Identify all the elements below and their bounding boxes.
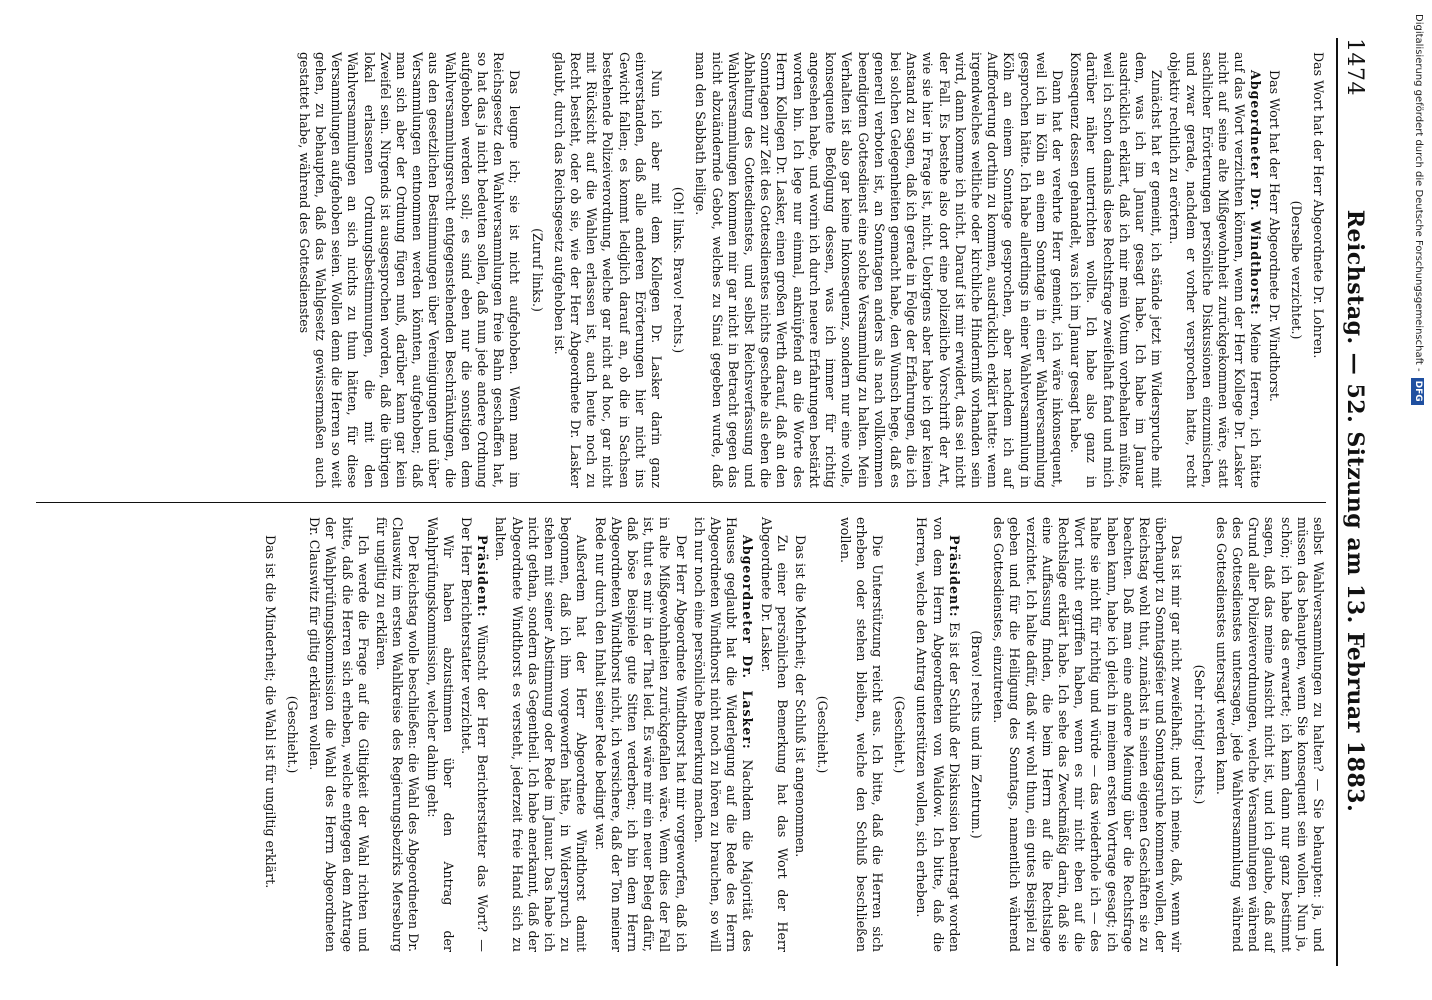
speech [458,517,490,952]
text-columns [36,38,1326,966]
left-column [36,38,1326,502]
paragraph: Dann hat der verehrte Herr gemeint, ich wäre inkonsequent, weil ich in Köln an einem Sonntage in einer Wahlversammlung gesprochen hätte. Ich habe allerdings in einer Wahlversammlung in Köln an einem Sonntage gesprochen, aber nachdem ich auf Aufforderung dorthin zu kommen, ausdrücklich erklärt hatte: wenn irgendwelches weltliche oder kirchliche Hinderniß vorhanden sein wird, dann komme ich nicht. Darauf ist mir erwidert, das sei nicht der Fall. Es bestehe also dort eine polizeiliche Vorschrift der Art, wie sie hier in Frage ist, nicht. Uebrigens aber habe ich gar keinen Anstand zu sagen, daß ich gerade in Folge der Erfahrungen, die ich bei solchen Gelegenheiten gemacht habe, den Wunsch hege, daß es generell verboten ist, an Sonntagen anders als nach vollkommen beendigtem Gottesdienst eine solche Versammlung zu halten. Mein Verhalten ist also gar keine Inkonsequenz, sondern nur eine volle, konsequente Befolgung dessen, was ich immer für richtig angesehen habe, und worin ich durch neuere Erfahrungen bestärkt worden bin. Ich lege nur einmal, anknüpfend an die Worte des Herrn Kollegen Dr. Lasker, einen großen Werth darauf, daß an den Sonntagen zur Zeit des Gottesdienstes nichts geschehe als eben die Abhaltung des Gottesdienstes, und selbst Reichsverfassung und Wahlversammlungen kommen mir gar nicht in Betracht gegen das nicht abzuändernde Gebot, welches zu Sinai gegeben wurde, daß man den Sabbath heilige. [693,52,1065,488]
speaker-name: Präsident: [475,535,491,618]
paragraph: Zunächst hat er gemeint, ich stände jetzt im Widerspruche mit dem, was ich im Januar gesagt habe. Ich habe im Januar ausdrücklich erklärt, daß ich mir mein Votum vorbehalten müßte, weil ich schon damals diese Rechtsfrage zweifelhaft fand und mich darüber näher unterrichten wollte. Ich habe also ganz in Konsequenz dessen gehandelt, was ich im Januar gesagt habe. [1068,52,1165,488]
paragraph: Das leugne ich; sie ist nicht aufgehoben. Wenn man im Reichsgesetz den Wahlversammlungen freie Bahn geschaffen hat, so hat das ja nicht bedeuten sollen, daß nun jede andere Ordnung aufgehoben werden soll; es sind eben nur die sonstigen dem Wahlversammlungsrecht entgegenstehenden Beschränkungen, die aus den gesetzlichen Bestimmungen über Vereinigungen und über Versammlungen entnommen werden könnten, aufgehoben; daß man sich aber der Ordnung fügen muß, darüber kann gar kein Zweifel sein. Nirgends ist ausgesprochen worden, daß die übrigen lokal erlassenen Ordnungsbestimmungen, die mit den Wahlversammlungen an sich nichts zu thun hätten, für diese Versammlungen aufgehoben seien. Wollen denn die Herren so weit gehen, zu behaupten, daß das Wahlgesetz gewissermaßen auch gestattet habe, während des Gottesdienstes [296,52,523,488]
paragraph: Wir haben abzustimmen über den Antrag der Wahlprüfungskommission, welcher dahin geht: [424,517,456,952]
paragraph: Die Unterstützung reicht aus. Ich bitte, daß die Herren sich erheben oder stehen bleiben, welche den Schluß beschließen wollen. [837,517,885,952]
speech-text: Es ist der Schluß der Diskussion beantragt worden von dem Herrn Abgeordneten von Waldow. Ich bitte, daß die Herren, welche den Antrag unterstützen wollen, sich erheben. [914,517,962,952]
quoted-motion: Der Reichstag wolle beschließen: die Wahl des Abgeordneten Dr. Clauswitz im ersten Wahlkreise des Regierungsbezirks Merseburg für ungiltig zu erklären. [374,517,422,952]
dfg-logo: DFG [1412,378,1425,405]
paragraph: Das ist die Mehrheit; der Schluß ist angenommen. [793,535,809,858]
right-column [36,502,1326,966]
paragraph: selbst Wahlversammlungen zu halten? — Sie behaupten: ja, und müssen das behaupten, wenn Sie konsequent sein wollen. Nun ja, schön; ich habe das erwartet; ich kann dann nur ganz bestimmt sagen, daß das meine Ansicht nicht ist, und ich glaube, daß auf Grund aller Polizeiverordnungen, welche Versammlungen während des Gottesdienstes untersagen, jede Wahlversammlung während des Gottesdienstes untersagt werden kann. [1213,517,1326,952]
stage-direction: (Derselbe verzichtet.) [1288,200,1304,340]
paragraph: Das ist mir gar nicht zweifelhaft; und ich meine, daß, wenn wir überhaupt zu Sonntagsfeier und Sonntagsruhe kommen wollen, der Reichstag wohl thut, zunächst in seinen eigenen Geschäften sie zu beachten. Daß man eine andere Meinung über die Rechtsfrage haben kann, habe ich gleich in meinem ersten Vortrage gesagt; ich halte sie nicht für richtig und würde — das wiederhole ich — des Wort nicht ergriffen haben, wenn es mir nicht eben auf die Rechtslage erklärt habe. Ich sehe das Zweckmäßig darin, daß sie eine Auffassung finden, die beim Herrn auf die Rechtslage verzichtet. Ich halte dafür, daß wir wohl thun, ein gutes Beispiel zu geben und für die Heiligung des Sonntags, namentlich während des Gottesdienstes, einzutreten. [991,517,1185,952]
stage-direction: (Geschieht.) [815,695,831,774]
stage-direction: (Sehr richtig! rechts.) [1191,664,1207,805]
speech [913,517,962,952]
speech-text: Wünscht der Herr Berichterstatter das Wort? — Der Herr Berichterstatter verzichtet. [459,517,491,952]
page-header [1336,38,1368,966]
stage-direction: (Geschieht.) [285,695,301,774]
stage-direction: (Geschieht.) [892,695,908,774]
speaker-name: Präsident: [946,535,962,618]
stamp-text: Digitalisierung gefördert durch die Deutsche Forschungsgemeinschaft - [1413,14,1424,372]
paragraph: Nun ich aber mit dem Kollegen Dr. Lasker darin ganz einverstanden, daß alle anderen Erörterungen hier nicht ins Gewicht fallen; es kommt lediglich darauf an, ob die in Sachsen bestehende Polizeiverordnung, welche gar nicht ad hoc, gar nicht mit Rücksicht auf die Wahlen erlassen ist, auch heute noch zu Recht besteht, oder ob sie, wie der Herr Abgeordnete Dr. Lasker glaubt, durch das Reichsgesetz aufgehoben ist. [551,52,665,488]
paragraph: Das Wort hat der Herr Abgeordnete Dr. Windthorst. [1266,70,1282,402]
stage-direction: (Oh! links. Bravo! rechts.) [671,186,687,354]
paragraph: Das ist die Minderheit; die Wahl ist für ungiltig erklärt. [262,535,278,889]
paragraph: Ich werde die Frage auf die Giltigkeit der Wahl richten und bitte, daß die Herren sich erheben, welche entgegen dem Antrage der Wahlprüfungskommission die Wahl des Herrn Abgeordneten Dr. Clauswitz für giltig erklären wollen. [307,517,371,952]
paragraph: Außerdem hat der Herr Abgeordnete Windthorst damit begonnen, daß ich ihm vorgeworfen hätte, in Widerspruch zu stehen mit seiner Abstimmung oder Rede im Januar. Das habe ich nicht gethan, sondern das Gegentheil. Ich habe anerkannt, daß der Abgeordnete Windthorst es versteht, jederzeit freie Hand sich zu halten. [493,517,590,952]
paragraph: Der Herr Abgeordnete Windthorst hat mir vorgeworfen, daß ich in alte Mißgewohnheiten zurückgefallen wäre. Wenn dies der Fall ist, thut es mir in der That leid. Es wäre mir ein neuer Beleg dafür, daß böse Beispiele gute Sitten verderben; ich bin dem Herrn Abgeordneten Windthorst nicht, ich versichere, daß der Ton meiner Rede nur durch den Inhalt seiner Rede bedingt war. [592,517,689,952]
paragraph: Das Wort hat der Herr Abgeordnete Dr. Lohren. [1311,52,1326,359]
speech [691,517,756,952]
page-title: Reichstag. — 52. Sitzung am 13. Februar 1883. [1342,209,1368,813]
speech-text: Meine Herren, ich hätte auf das Wort verzichten können, wenn der Herr Kollege Dr. Lasker nicht auf seine alte Mißgewohnheit zurückgekommen wäre, statt sachlicher Erörterungen persönliche Diskussionen einzumischen, und zwar gerade, nachdem er vorher versprochen hatte, recht objektiv rechtlich zu erörtern. [1167,52,1264,488]
speaker-name: Abgeordneter Dr. Windthorst: [1248,70,1264,316]
digitization-stamp [1410,14,1426,994]
paragraph: Zu einer persönlichen Bemerkung hat das Wort der Herr Abgeordnete Dr. Lasker. [758,517,790,952]
stage-direction: (Zuruf links.) [529,228,545,312]
speech [1166,52,1263,488]
speaker-name: Abgeordneter Dr. Lasker: [740,535,756,750]
page-number: 1474 [1342,38,1367,96]
speech-text: Nachdem die Majorität des Hauses geglaubt hat die Widerlegung auf die Rede des Herrn Abgeordneten Windthorst nicht noch zu hören zu brauchen, so will ich nur noch eine persönliche Bemerkung machen. [691,517,756,952]
stage-direction: (Bravo! rechts und im Zentrum.) [968,630,984,839]
